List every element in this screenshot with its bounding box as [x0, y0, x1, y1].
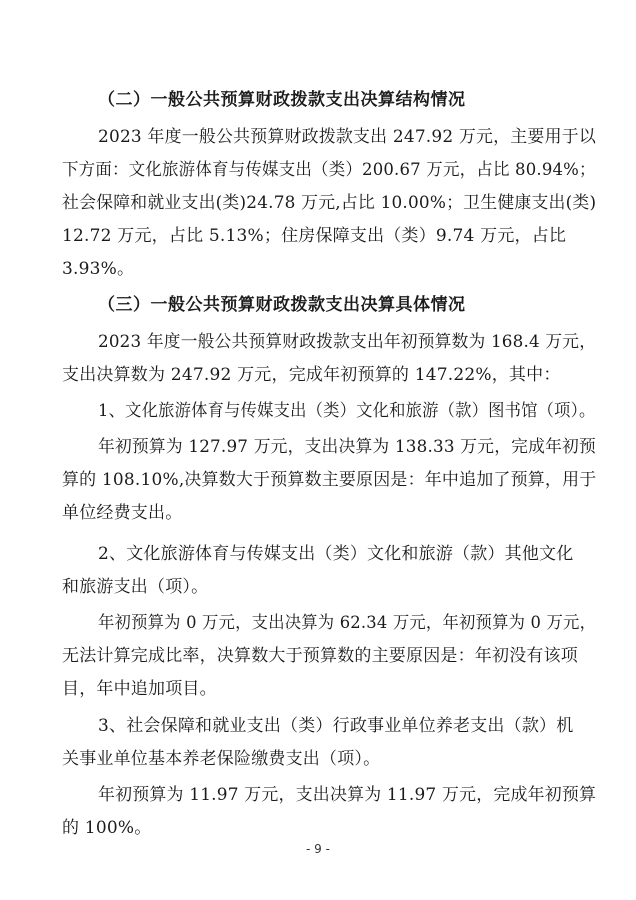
paragraph-line: 单位经费支出。 [62, 503, 183, 523]
paragraph-line: 3.93%。 [62, 259, 135, 279]
section-heading-structure: （二）一般公共预算财政拨款支出决算结构情况 [98, 90, 466, 110]
section-heading-details: （三）一般公共预算财政拨款支出决算具体情况 [98, 295, 466, 315]
paragraph-line: 12.72 万元，占比 5.13%；住房保障支出（类）9.74 万元，占比 [62, 226, 567, 246]
paragraph-line: 的 100%。 [62, 818, 152, 838]
item-title: 2、文化旅游体育与传媒支出（类）文化和旅游（款）其他文化 [98, 544, 574, 564]
paragraph-line: 2023 年度一般公共预算财政拨款支出年初预算数为 168.4 万元， [98, 332, 597, 352]
item-title: 和旅游支出（项）。 [62, 577, 209, 597]
item-title: 关事业单位基本养老保险缴费支出（项）。 [62, 749, 381, 769]
paragraph-line: 下方面：文化旅游体育与传媒支出（类）200.67 万元，占比 80.94%； [62, 160, 596, 180]
paragraph-line: 年初预算为 0 万元，支出决算为 62.34 万元，年初预算为 0 万元， [98, 613, 597, 633]
item-title: 3、社会保障和就业支出（类）行政事业单位养老支出（款）机 [98, 716, 574, 736]
page-number: - 9 - [306, 842, 330, 856]
paragraph-line: 支出决算数为 247.92 万元，完成年初预算的 147.22%，其中： [62, 365, 561, 385]
paragraph-line: 无法计算完成比率，决算数大于预算数的主要原因是：年初没有该项 [62, 646, 578, 666]
item-title: 1、文化旅游体育与传媒支出（类）文化和旅游（款）图书馆（项）。 [98, 401, 596, 421]
paragraph-line: 2023 年度一般公共预算财政拨款支出 247.92 万元，主要用于以 [98, 127, 596, 147]
paragraph-line: 目，年中追加项目。 [62, 679, 217, 699]
paragraph-line: 年初预算为 127.97 万元，支出决算为 138.33 万元，完成年初预 [98, 437, 596, 457]
paragraph-line: 社会保障和就业支出(类)24.78 万元,占比 10.00%；卫生健康支出(类) [62, 193, 597, 213]
paragraph-line: 年初预算为 11.97 万元，支出决算为 11.97 万元，完成年初预算 [98, 785, 597, 805]
paragraph-line: 算的 108.10%,决算数大于预算数主要原因是：年中追加了预算，用于 [62, 470, 597, 490]
